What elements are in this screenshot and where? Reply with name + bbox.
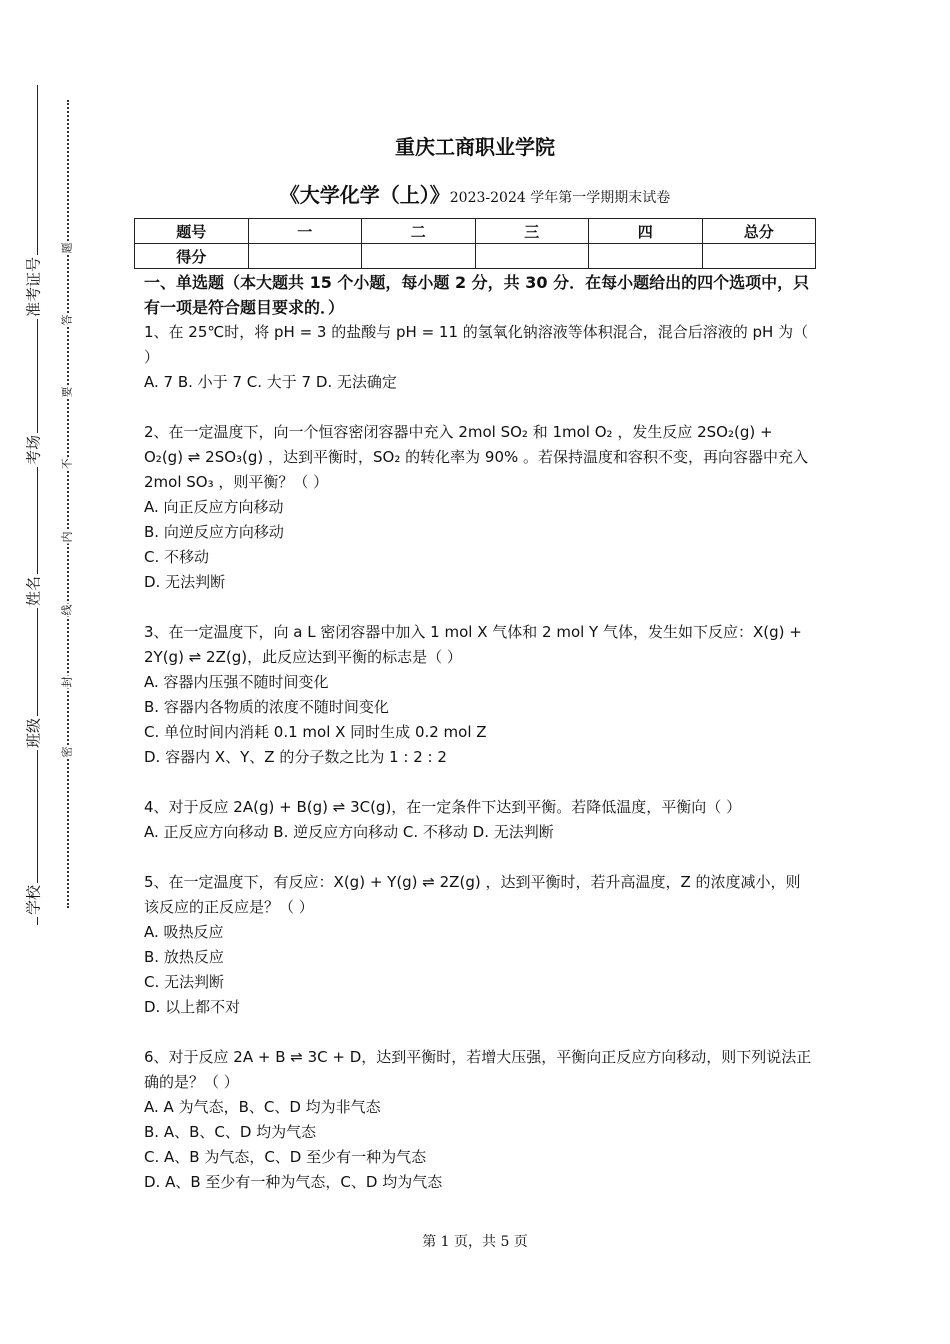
page-number: 第 1 页，共 5 页 xyxy=(422,1234,528,1250)
answer-options: A. 7 B. 小于 7 C. 大于 7 D. 无法确定 xyxy=(144,373,397,391)
answer-option: A. 容器内压强不随时间变化 xyxy=(144,673,329,691)
answer-option: D. 无法判断 xyxy=(144,573,226,591)
course-name: 《大学化学（上）》 xyxy=(279,183,450,207)
question-stem: 1、在 25℃时，将 pH = 3 的盐酸与 pH = 11 的氢氧化钠溶液等体积混合，混合后溶液的 pH 为（ ） xyxy=(144,323,809,366)
question-2 xyxy=(144,420,812,595)
binding-solid-line xyxy=(37,85,38,925)
answer-option: D. A、B 至少有一种为气态，C、D 均为气态 xyxy=(144,1173,443,1191)
answer-option: B. 容器内各物质的浓度不随时间变化 xyxy=(144,698,389,716)
answer-option: C. A、B 为气态，C、D 至少有一种为气态 xyxy=(144,1148,427,1166)
answer-option: B. 放热反应 xyxy=(144,948,224,966)
answer-option: A. A 为气态，B、C、D 均为非气态 xyxy=(144,1098,381,1116)
seal-char: 封 xyxy=(60,676,74,688)
exam-content xyxy=(144,270,812,1195)
exam-term: 2023-2024 学年第一学期期末试卷 xyxy=(449,190,671,206)
section-heading: 一、单选题（本大题共 15 个小题，每小题 2 分，共 30 分．在每小题给出的四个选项中，只有一项是符合题目要求的．） xyxy=(144,273,810,317)
question-5 xyxy=(144,870,812,1020)
score-table-header-row xyxy=(135,219,816,244)
score-table xyxy=(134,218,816,269)
score-row-label: 得分 xyxy=(135,244,249,269)
exam-room-field-label: 考场 xyxy=(21,433,46,467)
answer-options: A. 正反应方向移动 B. 逆反应方向移动 C. 不移动 D. 无法判断 xyxy=(144,823,554,841)
seal-char: 密 xyxy=(60,746,74,758)
school-field-label: 学校 xyxy=(21,883,46,917)
answer-option: C. 不移动 xyxy=(144,548,210,566)
name-field-label: 姓名 xyxy=(21,574,46,608)
answer-option: C. 单位时间内消耗 0.1 mol X 同时生成 0.2 mol Z xyxy=(144,723,487,741)
score-table-header: 四 xyxy=(589,219,703,244)
seal-char: 不 xyxy=(60,458,74,470)
answer-option: B. 向逆反应方向移动 xyxy=(144,523,284,541)
question-4 xyxy=(144,795,812,845)
class-field-label: 班级 xyxy=(21,716,46,750)
question-stem: 6、对于反应 2A + B ⇌ 3C + D，达到平衡时，若增大压强，平衡向正反应方向移动，则下列说法正确的是？（ ） xyxy=(144,1048,812,1091)
question-stem: 2、在一定温度下，向一个恒容密闭容器中充入 2mol SO₂ 和 1mol O₂ ，发生反应 2SO₂(g) + O₂(g) ⇌ 2SO₃(g) ，达到平衡时，SO₂ 的转化率为 90% 。若保持温度和容积不变，再向容器中充入 2mol SO₃ ，则平衡？（ ） xyxy=(144,423,809,491)
score-table-header: 总分 xyxy=(702,219,816,244)
answer-option: D. 以上都不对 xyxy=(144,998,241,1016)
question-6 xyxy=(144,1045,812,1195)
score-cell xyxy=(702,244,816,269)
admission-number-field-label: 准考证号 xyxy=(21,255,46,319)
seal-char: 内 xyxy=(60,531,74,543)
answer-option: D. 容器内 X、Y、Z 的分子数之比为 1 : 2 : 2 xyxy=(144,748,447,766)
answer-option: A. 吸热反应 xyxy=(144,923,224,941)
exam-title xyxy=(0,179,950,208)
question-stem: 5、在一定温度下，有反应：X(g) + Y(g) ⇌ 2Z(g) ，达到平衡时，若升高温度，Z 的浓度减小，则该反应的正反应是？（ ） xyxy=(144,873,801,916)
score-cell xyxy=(589,244,703,269)
seal-char: 线 xyxy=(60,604,74,616)
school-name: 重庆工商职业学院 xyxy=(395,135,555,159)
score-table-header: 三 xyxy=(475,219,589,244)
answer-option: B. A、B、C、D 均为气态 xyxy=(144,1123,317,1141)
score-table-score-row xyxy=(135,244,816,269)
seal-char: 要 xyxy=(60,386,74,398)
seal-char: 答 xyxy=(60,314,74,326)
score-table-header: 二 xyxy=(362,219,476,244)
answer-option: A. 向正反应方向移动 xyxy=(144,498,284,516)
question-stem: 3、在一定温度下，向 a L 密闭容器中加入 1 mol X 气体和 2 mol Y 气体，发生如下反应：X(g) + 2Y(g) ⇌ 2Z(g)，此反应达到平衡的标志是（ ） xyxy=(144,623,802,666)
score-table-header: 题号 xyxy=(135,219,249,244)
score-cell xyxy=(475,244,589,269)
question-stem: 4、对于反应 2A(g) + B(g) ⇌ 3C(g)，在一定条件下达到平衡。若降低温度，平衡向（ ） xyxy=(144,798,742,816)
seal-char: 题 xyxy=(60,242,74,254)
answer-option: C. 无法判断 xyxy=(144,973,225,991)
seal-dotted-line xyxy=(67,100,69,908)
score-cell xyxy=(248,244,362,269)
question-3 xyxy=(144,620,812,770)
score-cell xyxy=(362,244,476,269)
question-1 xyxy=(144,320,812,395)
score-table-header: 一 xyxy=(248,219,362,244)
